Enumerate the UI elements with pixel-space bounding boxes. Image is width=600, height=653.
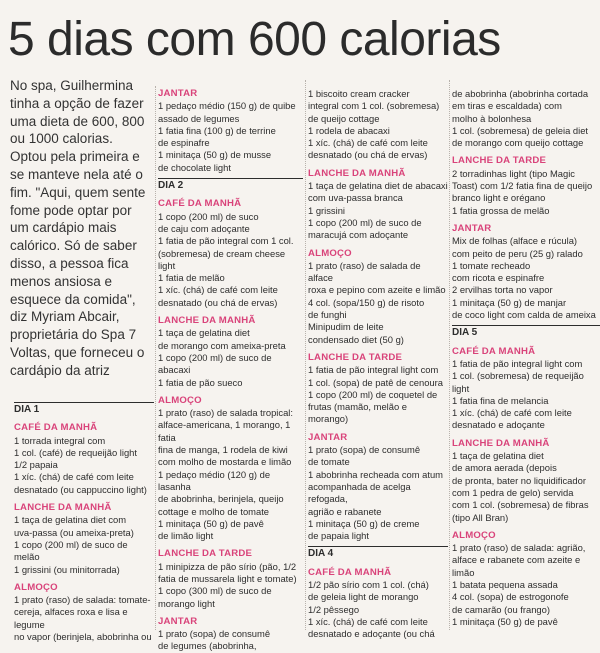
meal-title: JANTAR bbox=[452, 222, 492, 234]
meal-items: 1 fatia de pão integral light com 1 col. (sopa) de patê de cenoura 1 copo (200 ml) de coquetel de frutas (mamão, melão e morango) bbox=[308, 364, 443, 425]
meal-title: LANCHE DA MANHÃ bbox=[308, 167, 406, 179]
meal-items: 1 taça de gelatina diet de morango com ameixa-preta 1 copo (200 ml) de suco de abacaxi 1 fatia de pão sueco bbox=[158, 327, 286, 388]
day-title: DIA 2 bbox=[158, 180, 184, 192]
meal-items: Mix de folhas (alface e rúcula) com peito de peru (25 g) ralado 1 tomate recheado com ricota e espinafre 2 ervilhas torta no vapor 1 minitaça (50 g) de manjar de coco light com calda de ameixa bbox=[452, 235, 596, 321]
meal-section bbox=[308, 88, 448, 162]
meal-items: 1 taça de gelatina diet de amora aerada (depois de pronta, bater no liquidificador com 1 pedra de gelo) servida com 1 col. (sobremesa) de fibras (tipo All Bran) bbox=[452, 450, 589, 523]
meal-section bbox=[308, 248, 448, 346]
meal-section bbox=[452, 155, 600, 216]
meal-items: de abobrinha (abobrinha cortada em tiras e escaldada) com molho à bolonhesa 1 col. (sobremesa) de geleia diet de morango com queijo cottage bbox=[452, 88, 589, 149]
meal-section bbox=[452, 530, 600, 628]
meal-section bbox=[158, 395, 303, 543]
meal-items: 1 fatia de pão integral light com 1 col. (sobremesa) de requeijão light 1 fatia fina de melancia 1 xíc. (chá) de café com leite desnatado e adoçante bbox=[452, 357, 584, 431]
meal-items: 1 prato (raso) de salada tropical: alface-americana, 1 morango, 1 fatia fina de manga, 1 rodela de kiwi com molho de mostarda e limão 1 pedaço médio (120 g) de lasanha de abobrinha, berinjela, queijo cottage e molho de tomate 1 minitaça (50 g) de pavê de limão light bbox=[158, 407, 293, 542]
meal-items: 1 torrada integral com 1 col. (café) de requeijão light 1/2 papaia 1 xíc. (chá) de café com leite desnatado (ou cappuccino light) bbox=[14, 434, 147, 495]
meal-items: 1 biscoito cream cracker integral com 1 col. (sobremesa) de queijo cottage 1 rodela de abacaxi 1 xíc. (chá) de café com leite desnatado (ou chá de ervas) bbox=[308, 88, 440, 161]
meal-items: 1 taça de gelatina diet de abacaxi com uva-passa branca 1 grissini 1 copo (200 ml) de suco de maracujá com adoçante bbox=[308, 180, 448, 241]
meal-title: LANCHE DA TARDE bbox=[452, 155, 547, 167]
meal-items: 2 torradinhas light (tipo Magic Toast) com 1/2 fatia fina de queijo branco light e orégano 1 fatia grossa de melão bbox=[452, 167, 593, 216]
menu-column-4 bbox=[452, 88, 600, 628]
meal-items: 1 taça de gelatina diet com uva-passa (ou ameixa-preta) 1 copo (200 ml) de suco de melão 1 grissini (ou minitorrada) bbox=[14, 514, 134, 575]
meal-title: LANCHE DA TARDE bbox=[308, 351, 403, 363]
meal-title: JANTAR bbox=[158, 615, 198, 627]
day-title: DIA 4 bbox=[308, 548, 334, 560]
day-header bbox=[308, 546, 448, 560]
meal-items: 1/2 pão sírio com 1 col. (chá) de geleia light de morango 1/2 pêssego 1 xíc. (chá) de café com leite desnatado e adoçante (ou chá bbox=[308, 578, 435, 640]
meal-title: CAFÉ DA MANHÃ bbox=[14, 422, 98, 434]
meal-title: CAFÉ DA MANHÃ bbox=[452, 345, 536, 357]
meal-title: ALMOÇO bbox=[452, 529, 496, 541]
meal-title: LANCHE DA TARDE bbox=[158, 548, 253, 560]
day-header bbox=[452, 325, 600, 339]
meal-section bbox=[158, 548, 303, 609]
meal-items: 1 prato (raso) de salada de alface roxa e pepino com azeite e limão 4 col. (sopa/150 g) de risoto de funghi Minipudim de leite condensado diet (50 g) bbox=[308, 259, 446, 345]
meal-section bbox=[158, 616, 303, 653]
menu-column-1 bbox=[14, 398, 154, 643]
meal-title: ALMOÇO bbox=[158, 394, 202, 406]
column-divider bbox=[155, 86, 156, 630]
menu-column-2 bbox=[158, 88, 303, 653]
intro-paragraph: No spa, Guilhermina tinha a opção de fazer uma dieta de 600, 800 ou 1000 calorias. Optou pela primeira e se manteve nela até o fim. "Aqui, quem sente fome pode optar por um cardápio mais calórico. Só de saber disso, a pessoa fica menos ansiosa e esquece da comida", diz Myriam Abcair, proprietária do Spa 7 Voltas, que forneceu o cardápio da atriz bbox=[10, 78, 146, 378]
meal-section bbox=[452, 346, 600, 432]
day-title: DIA 5 bbox=[452, 327, 478, 339]
meal-section bbox=[158, 88, 303, 174]
meal-section bbox=[158, 198, 303, 309]
meal-items: 1 prato (sopa) de consumê de legumes (abobrinha, bbox=[158, 628, 271, 652]
meal-items: 1 pedaço médio (150 g) de quibe assado de legumes 1 fatia fina (100 g) de terrine de espinafre 1 minitaça (50 g) de musse de chocolate light bbox=[158, 100, 296, 173]
meal-title: CAFÉ DA MANHÃ bbox=[308, 566, 392, 578]
meal-title: LANCHE DA MANHÃ bbox=[14, 502, 112, 514]
meal-title: JANTAR bbox=[308, 431, 348, 443]
meal-section bbox=[158, 315, 303, 389]
meal-title: LANCHE DA MANHÃ bbox=[158, 315, 256, 327]
meal-section bbox=[452, 438, 600, 524]
meal-section bbox=[452, 88, 600, 149]
meal-items: 1 prato (sopa) de consumê de tomate 1 abobrinha recheada com atum acompanhada de acelga refogada, agrião e rabanete 1 minitaça (50 g) de creme de papaia light bbox=[308, 444, 443, 542]
column-divider bbox=[449, 80, 450, 630]
meal-section bbox=[308, 352, 448, 426]
meal-items: 1 prato (raso) de salada: tomate- cereja, alfaces roxa e lisa e legume no vapor (berinjela, abobrinha ou bbox=[14, 594, 152, 643]
meal-section bbox=[14, 422, 154, 496]
meal-title: CAFÉ DA MANHÃ bbox=[158, 198, 242, 210]
column-divider bbox=[305, 80, 306, 630]
meal-section bbox=[308, 168, 448, 242]
meal-section bbox=[14, 502, 154, 576]
meal-section bbox=[452, 223, 600, 321]
meal-title: LANCHE DA MANHÃ bbox=[452, 437, 550, 449]
day-title: DIA 1 bbox=[14, 404, 40, 415]
meal-title: JANTAR bbox=[158, 88, 198, 99]
meal-section bbox=[14, 582, 154, 643]
meal-items: 1 copo (200 ml) de suco de caju com adoçante 1 fatia de pão integral com 1 col. (sobremesa) de cream cheese light 1 fatia de melão 1 xíc. (chá) de café com leite desnatado (ou chá de ervas) bbox=[158, 210, 294, 308]
day-header bbox=[14, 402, 154, 416]
page-title: 5 dias com 600 calorias bbox=[8, 13, 501, 66]
meal-section bbox=[308, 567, 448, 641]
meal-items: 1 minipizza de pão sírio (pão, 1/2 fatia de mussarela light e tomate) 1 copo (300 ml) de suco de morango light bbox=[158, 560, 297, 609]
meal-title: ALMOÇO bbox=[308, 247, 352, 259]
meal-title: ALMOÇO bbox=[14, 581, 58, 593]
meal-items: 1 prato (raso) de salada: agrião, alface e rabanete com azeite e limão 1 batata pequena assada 4 col. (sopa) de estrogonofe de camarão (ou frango) 1 minitaça (50 g) de pavê bbox=[452, 542, 586, 627]
day-header bbox=[158, 178, 303, 192]
meal-section bbox=[308, 432, 448, 543]
menu-column-3 bbox=[308, 88, 448, 640]
